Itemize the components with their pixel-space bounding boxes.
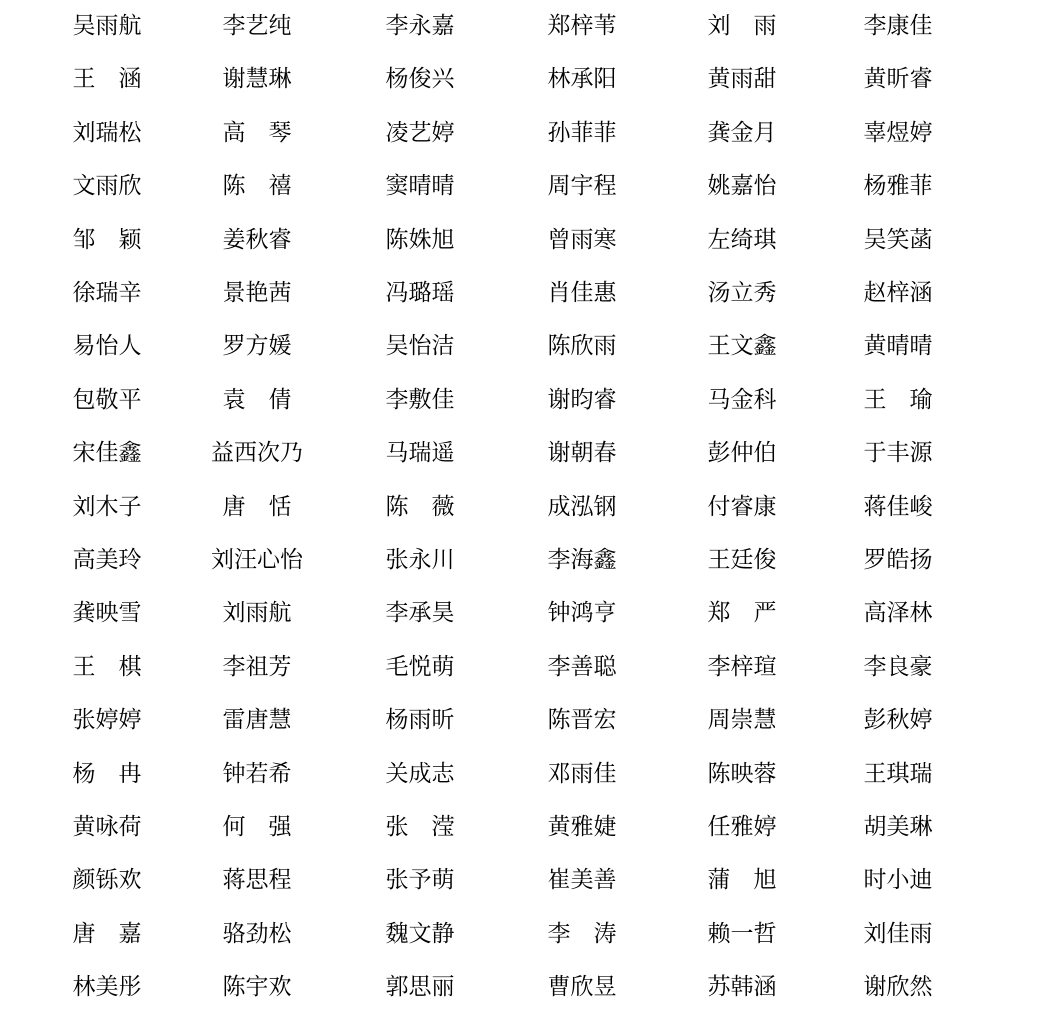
name-cell: 陈 薇 — [385, 493, 455, 520]
name-cell: 包敬平 — [72, 386, 142, 413]
name-cell: 李祖芳 — [222, 653, 292, 680]
name-row — [0, 320, 1062, 373]
name-cell: 姚嘉怡 — [707, 173, 777, 200]
name-cell: 刘汪心怡 — [211, 547, 303, 573]
name-row — [0, 160, 1062, 213]
name-cell: 辜煜婷 — [863, 119, 933, 146]
name-cell: 曾雨寒 — [547, 226, 617, 253]
name-cell: 谢朝春 — [547, 440, 617, 467]
name-cell: 关成志 — [385, 760, 455, 787]
name-cell: 骆劲松 — [222, 920, 292, 947]
name-cell: 袁 倩 — [222, 386, 292, 413]
name-cell: 汤立秀 — [707, 280, 777, 306]
name-cell: 姜秋睿 — [222, 226, 292, 253]
name-cell: 吴雨航 — [72, 13, 142, 39]
name-cell: 李敷佳 — [385, 386, 455, 413]
name-cell: 冯璐瑶 — [385, 280, 455, 306]
name-cell: 郑 严 — [707, 600, 777, 627]
name-cell: 左绮琪 — [707, 226, 777, 253]
name-cell: 李 涛 — [547, 920, 617, 947]
name-cell: 付睿康 — [707, 493, 777, 520]
name-row — [0, 801, 1062, 854]
name-cell: 刘雨航 — [222, 600, 292, 627]
name-cell: 孙菲菲 — [547, 119, 617, 146]
name-cell: 李良豪 — [863, 653, 933, 680]
name-cell: 周宇程 — [547, 173, 617, 200]
name-row — [0, 534, 1062, 587]
name-cell: 黄雨甜 — [707, 66, 777, 93]
name-cell: 谢欣然 — [863, 974, 933, 1001]
name-cell: 刘木子 — [72, 493, 142, 520]
name-cell: 罗皓扬 — [863, 547, 933, 573]
name-cell: 陈映蓉 — [707, 760, 777, 787]
name-cell: 吴怡洁 — [385, 333, 455, 360]
name-row — [0, 267, 1062, 320]
name-row — [0, 961, 1062, 1014]
name-cell: 谢昀睿 — [547, 386, 617, 413]
name-cell: 宋佳鑫 — [72, 440, 142, 467]
name-cell: 徐瑞辛 — [72, 280, 142, 306]
name-cell: 毛悦萌 — [385, 653, 455, 680]
name-cell: 雷唐慧 — [222, 707, 292, 734]
name-cell: 林美彤 — [72, 974, 142, 1001]
name-cell: 黄昕睿 — [863, 66, 933, 93]
name-cell: 陈宇欢 — [222, 974, 292, 1001]
name-cell: 赖一哲 — [707, 920, 777, 947]
name-row — [0, 481, 1062, 534]
name-cell: 唐 恬 — [222, 493, 292, 520]
name-cell: 文雨欣 — [72, 173, 142, 200]
name-cell: 林承阳 — [547, 66, 617, 93]
name-row — [0, 374, 1062, 427]
name-cell: 益西次乃 — [211, 440, 303, 467]
name-cell: 任雅婷 — [707, 814, 777, 840]
name-row — [0, 214, 1062, 267]
name-cell: 蒲 旭 — [707, 867, 777, 894]
name-cell: 张婷婷 — [72, 707, 142, 734]
name-cell: 曹欣昱 — [547, 974, 617, 1001]
name-cell: 易怡人 — [72, 333, 142, 360]
name-cell: 龚映雪 — [72, 600, 142, 627]
name-cell: 杨雅菲 — [863, 173, 933, 200]
name-cell: 崔美善 — [547, 867, 617, 894]
name-cell: 张永川 — [385, 547, 455, 573]
name-cell: 郑梓苇 — [547, 13, 617, 39]
name-row — [0, 694, 1062, 747]
name-cell: 马瑞遥 — [385, 440, 455, 467]
name-cell: 李善聪 — [547, 653, 617, 680]
name-cell: 黄晴晴 — [863, 333, 933, 360]
name-cell: 赵梓涵 — [863, 280, 933, 306]
name-cell: 王琪瑞 — [863, 760, 933, 787]
name-cell: 刘 雨 — [707, 13, 777, 39]
name-cell: 马金科 — [707, 386, 777, 413]
name-cell: 杨 冉 — [72, 760, 142, 787]
name-cell: 刘佳雨 — [863, 920, 933, 947]
name-cell: 魏文静 — [385, 920, 455, 947]
name-cell: 于丰源 — [863, 440, 933, 467]
name-cell: 陈欣雨 — [547, 333, 617, 360]
name-row — [0, 0, 1062, 53]
name-cell: 李永嘉 — [385, 13, 455, 39]
name-cell: 高美玲 — [72, 547, 142, 573]
name-cell: 龚金月 — [707, 119, 777, 146]
name-cell: 成泓钢 — [547, 493, 617, 520]
name-cell: 陈晋宏 — [547, 707, 617, 734]
name-cell: 唐 嘉 — [72, 920, 142, 947]
name-cell: 高泽林 — [863, 600, 933, 627]
name-cell: 高 琴 — [222, 119, 292, 146]
name-cell: 张 滢 — [385, 814, 455, 840]
name-cell: 王 涵 — [72, 66, 142, 93]
name-cell: 周崇慧 — [707, 707, 777, 734]
name-cell: 肖佳惠 — [547, 280, 617, 306]
name-row — [0, 641, 1062, 694]
name-cell: 黄雅婕 — [547, 814, 617, 840]
name-cell: 何 强 — [222, 814, 292, 840]
name-cell: 吴笑菡 — [863, 226, 933, 253]
name-cell: 苏韩涵 — [707, 974, 777, 1001]
name-cell: 时小迪 — [863, 867, 933, 894]
name-row — [0, 748, 1062, 801]
name-cell: 彭秋婷 — [863, 707, 933, 734]
name-cell: 陈姝旭 — [385, 226, 455, 253]
name-cell: 张予萌 — [385, 867, 455, 894]
name-cell: 蒋佳峻 — [863, 493, 933, 520]
name-cell: 杨雨昕 — [385, 707, 455, 734]
name-row — [0, 854, 1062, 907]
name-cell: 彭仲伯 — [707, 440, 777, 467]
name-cell: 蒋思程 — [222, 867, 292, 894]
name-cell: 李海鑫 — [547, 547, 617, 573]
name-row — [0, 587, 1062, 640]
name-row — [0, 107, 1062, 160]
name-cell: 窦晴晴 — [385, 173, 455, 200]
name-cell: 李艺纯 — [222, 13, 292, 39]
name-cell: 李康佳 — [863, 13, 933, 39]
name-cell: 谢慧琳 — [222, 66, 292, 93]
name-cell: 颜铄欢 — [72, 867, 142, 894]
name-cell: 黄咏荷 — [72, 814, 142, 840]
name-cell: 胡美琳 — [863, 814, 933, 840]
name-cell: 王文鑫 — [707, 333, 777, 360]
name-cell: 邓雨佳 — [547, 760, 617, 787]
name-cell: 陈 禧 — [222, 173, 292, 200]
name-cell: 景艳茜 — [222, 280, 292, 306]
name-row — [0, 427, 1062, 480]
name-cell: 邹 颖 — [72, 226, 142, 253]
name-cell: 刘瑞松 — [72, 119, 142, 146]
name-cell: 李承昊 — [385, 600, 455, 627]
name-cell: 郭思丽 — [385, 974, 455, 1001]
name-row — [0, 53, 1062, 106]
name-row — [0, 908, 1062, 961]
name-cell: 钟鸿亨 — [547, 600, 617, 627]
name-cell: 凌艺婷 — [385, 119, 455, 146]
name-cell: 罗方媛 — [222, 333, 292, 360]
name-cell: 王 棋 — [72, 653, 142, 680]
name-cell: 杨俊兴 — [385, 66, 455, 93]
name-cell: 李梓瑄 — [707, 653, 777, 680]
name-cell: 王 瑜 — [863, 386, 933, 413]
name-cell: 王廷俊 — [707, 547, 777, 573]
name-cell: 钟若希 — [222, 760, 292, 787]
